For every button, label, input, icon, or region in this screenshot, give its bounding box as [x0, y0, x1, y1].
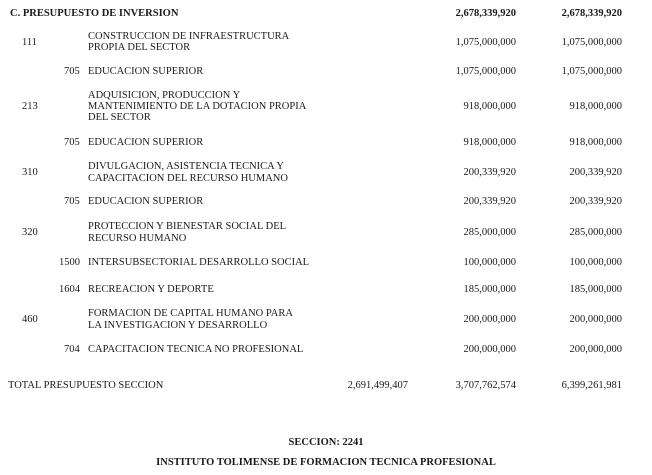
- row-desc-line: CONSTRUCCION DE INFRAESTRUCTURA: [88, 31, 290, 42]
- row-code: 310: [22, 167, 38, 178]
- row-desc-line: ADQUISICION, PRODUCCION Y: [88, 90, 241, 101]
- row-code: 320: [22, 227, 38, 238]
- institution-heading: INSTITUTO TOLIMENSE DE FORMACION TECNICA PROFESIONAL: [156, 457, 496, 468]
- row-col2: 1,075,000,000: [455, 37, 516, 48]
- row-code: 705: [64, 137, 80, 148]
- row-col3: 200,339,920: [569, 196, 622, 207]
- row-desc-line: PROTECCION Y BIENESTAR SOCIAL DEL: [88, 221, 287, 232]
- row-code: 1604: [59, 284, 80, 295]
- row-desc-line: DEL SECTOR: [88, 112, 151, 123]
- row-col3: 200,000,000: [569, 344, 622, 355]
- section-code-heading: SECCION: 2241: [288, 437, 364, 448]
- total-label: TOTAL PRESUPUESTO SECCION: [8, 380, 164, 391]
- row-col2: 185,000,000: [463, 284, 516, 295]
- row-col2: 200,339,920: [463, 167, 516, 178]
- row-desc-line: LA INVESTIGACION Y DESARROLLO: [88, 320, 268, 331]
- row-code: 213: [22, 101, 38, 112]
- section-total-col2: 2,678,339,920: [455, 8, 516, 19]
- row-col2: 1,075,000,000: [455, 66, 516, 77]
- row-desc-line: FORMACION DE CAPITAL HUMANO PARA: [88, 308, 293, 319]
- row-desc-line: PROPIA DEL SECTOR: [88, 42, 191, 53]
- row-code: 460: [22, 314, 38, 325]
- row-desc-line: CAPACITACION TECNICA NO PROFESIONAL: [88, 344, 304, 355]
- total-col1: 2,691,499,407: [347, 380, 408, 391]
- row-code: 111: [22, 37, 37, 48]
- row-col2: 918,000,000: [463, 101, 516, 112]
- row-col2: 200,000,000: [463, 344, 516, 355]
- row-col3: 185,000,000: [569, 284, 622, 295]
- row-col3: 918,000,000: [569, 137, 622, 148]
- row-desc-line: RECURSO HUMANO: [88, 233, 187, 244]
- row-col2: 285,000,000: [463, 227, 516, 238]
- section-title: C. PRESUPUESTO DE INVERSION: [10, 8, 179, 19]
- row-code: 1500: [59, 257, 80, 268]
- row-desc-line: EDUCACION SUPERIOR: [88, 66, 204, 77]
- section-total-col3: 2,678,339,920: [561, 8, 622, 19]
- row-col3: 100,000,000: [569, 257, 622, 268]
- row-desc-line: RECREACION Y DEPORTE: [88, 284, 214, 295]
- row-col3: 200,339,920: [569, 167, 622, 178]
- row-col3: 1,075,000,000: [561, 66, 622, 77]
- row-desc-line: DIVULGACION, ASISTENCIA TECNICA Y: [88, 161, 285, 172]
- row-col3: 285,000,000: [569, 227, 622, 238]
- row-code: 705: [64, 196, 80, 207]
- total-col3: 6,399,261,981: [561, 380, 622, 391]
- row-col2: 200,339,920: [463, 196, 516, 207]
- row-col3: 918,000,000: [569, 101, 622, 112]
- row-code: 705: [64, 66, 80, 77]
- row-col3: 200,000,000: [569, 314, 622, 325]
- total-col2: 3,707,762,574: [455, 380, 516, 391]
- row-col3: 1,075,000,000: [561, 37, 622, 48]
- row-col2: 918,000,000: [463, 137, 516, 148]
- row-col2: 200,000,000: [463, 314, 516, 325]
- row-code: 704: [64, 344, 80, 355]
- row-desc-line: MANTENIMIENTO DE LA DOTACION PROPIA: [88, 101, 307, 112]
- row-col2: 100,000,000: [463, 257, 516, 268]
- row-desc-line: EDUCACION SUPERIOR: [88, 137, 204, 148]
- row-desc-line: CAPACITACION DEL RECURSO HUMANO: [88, 173, 288, 184]
- row-desc-line: INTERSUBSECTORIAL DESARROLLO SOCIAL: [88, 257, 310, 268]
- row-desc-line: EDUCACION SUPERIOR: [88, 196, 204, 207]
